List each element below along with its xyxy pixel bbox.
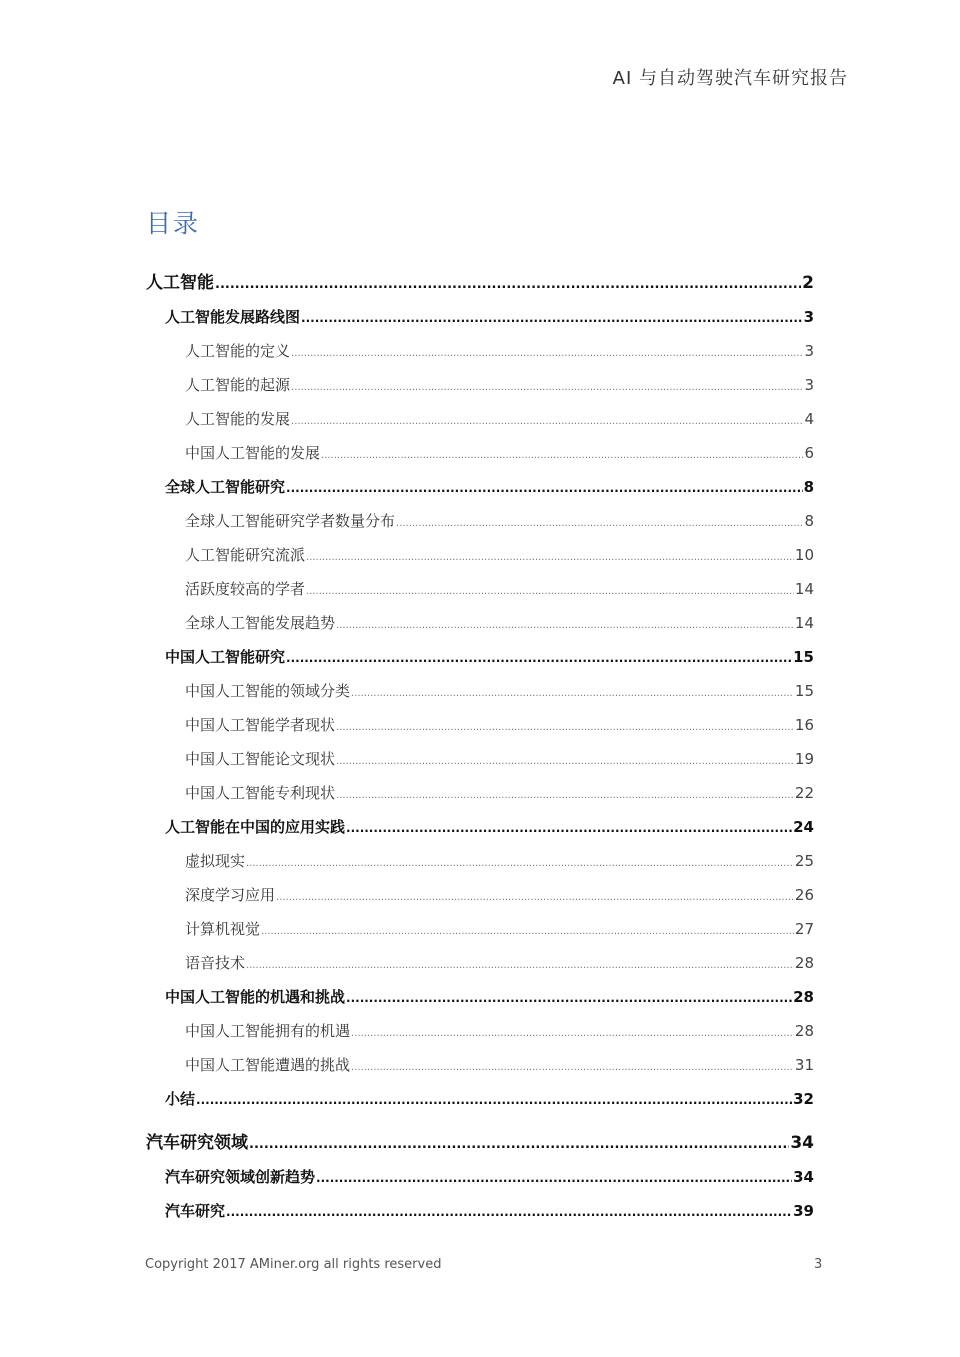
toc-entry-label: 活跃度较高的学者 [185,580,306,598]
toc-entry[interactable] [146,878,814,912]
toc-dot-leader [316,1161,792,1195]
toc-entry-label: 汽车研究 [165,1202,226,1220]
toc-entry-page: 6 [804,444,814,462]
toc-dot-leader [351,677,794,711]
toc-entry-page: 34 [793,1168,814,1186]
toc-entry-page: 28 [793,988,814,1006]
toc-entry-label: 小结 [165,1090,196,1108]
toc-entry[interactable] [146,1014,814,1048]
toc-dot-leader [301,301,803,335]
toc-entry-page: 24 [793,818,814,836]
toc-entry-page: 3 [804,342,814,360]
toc-entry-label: 中国人工智能的机遇和挑战 [165,988,346,1006]
toc-entry-label: 人工智能研究流派 [185,546,306,564]
toc-entry-page: 39 [793,1202,814,1220]
toc-entry[interactable] [146,640,814,674]
toc-entry-label: 全球人工智能发展趋势 [185,614,336,632]
toc-dot-leader [336,609,794,643]
toc-entry-page: 19 [794,750,814,768]
toc-entry[interactable] [146,912,814,946]
toc-entry[interactable] [146,708,814,742]
toc-entry-page: 15 [793,648,814,666]
toc-dot-leader [246,949,794,983]
toc-dot-leader [351,1051,794,1085]
toc-entry-page: 8 [803,478,814,496]
toc-entry-label: 人工智能的发展 [185,410,291,428]
toc-dot-leader [346,811,792,845]
toc-entry-label: 深度学习应用 [185,886,276,904]
toc-entry-page: 14 [794,580,814,598]
toc-entry-page: 25 [794,852,814,870]
toc-dot-leader [336,745,794,779]
toc-entry[interactable] [146,946,814,980]
toc-entry-page: 28 [794,954,814,972]
toc-entry[interactable] [146,470,814,504]
toc-entry[interactable] [146,776,814,810]
toc-entry-page: 15 [794,682,814,700]
toc-dot-leader [321,439,803,473]
toc-entry-page: 28 [794,1022,814,1040]
toc-entry[interactable] [146,742,814,776]
toc-entry-label: 汽车研究领域创新趋势 [165,1168,316,1186]
toc-entry[interactable] [146,402,814,436]
toc-entry-label: 人工智能发展路线图 [165,308,301,326]
toc-dot-leader [346,981,792,1015]
toc-entry-page: 16 [794,716,814,734]
toc-dot-leader [261,915,794,949]
toc-dot-leader [291,371,803,405]
toc-dot-leader [336,711,794,745]
toc-dot-leader [215,268,801,302]
toc-entry-label: 人工智能在中国的应用实践 [165,818,346,836]
toc-dot-leader [226,1195,792,1229]
toc-entry-page: 3 [804,376,814,394]
toc-dot-leader [196,1083,792,1117]
toc-section-gap [146,1116,814,1126]
toc-entry[interactable] [146,538,814,572]
toc-entry[interactable] [146,1160,814,1194]
toc-dot-leader [306,575,794,609]
toc-entry-label: 语音技术 [185,954,246,972]
toc-dot-leader [291,405,803,439]
toc-entry-label: 虚拟现实 [185,852,246,870]
toc-entry[interactable] [146,436,814,470]
copyright-notice: Copyright 2017 AMiner.org all rights reserved [145,1257,442,1272]
toc-entry[interactable] [146,674,814,708]
toc-entry-label: 人工智能的起源 [185,376,291,394]
toc-dot-leader [286,471,803,505]
toc-entry[interactable] [146,300,814,334]
toc-entry-label: 中国人工智能拥有的机遇 [185,1022,351,1040]
toc-heading: 目录 [146,209,201,238]
toc-entry-page: 10 [794,546,814,564]
toc-entry-label: 人工智能 [146,273,214,293]
toc-dot-leader [396,507,803,541]
toc-entry[interactable] [146,1126,814,1160]
toc-entry[interactable] [146,606,814,640]
toc-dot-leader [336,779,794,813]
toc-entry[interactable] [146,1082,814,1116]
toc-dot-leader [351,1017,794,1051]
toc-entry-page: 22 [794,784,814,802]
toc-entry[interactable] [146,1194,814,1228]
toc-entry-label: 汽车研究领域 [146,1133,248,1153]
toc-entry-page: 3 [803,308,814,326]
toc-entry-page: 27 [794,920,814,938]
toc-entry-label: 中国人工智能专利现状 [185,784,336,802]
toc-entry-page: 2 [802,273,814,293]
toc-entry-page: 4 [804,410,814,428]
toc-entry[interactable] [146,368,814,402]
toc-entry-label: 中国人工智能研究 [165,648,286,666]
toc-entry-label: 全球人工智能研究学者数量分布 [185,512,396,530]
toc-entry[interactable] [146,266,814,300]
toc-entry-label: 中国人工智能学者现状 [185,716,336,734]
toc-entry-label: 中国人工智能遭遇的挑战 [185,1056,351,1074]
toc-entry-label: 人工智能的定义 [185,342,291,360]
page-number: 3 [814,1257,823,1272]
toc-entry[interactable] [146,504,814,538]
toc-entry-page: 32 [793,1090,814,1108]
toc-entry[interactable] [146,810,814,844]
toc-entry-label: 中国人工智能的领域分类 [185,682,351,700]
toc-entry[interactable] [146,1048,814,1082]
toc-entry-page: 31 [794,1056,814,1074]
toc-entry-label: 计算机视觉 [185,920,261,938]
toc-entry[interactable] [146,980,814,1014]
report-header-title: AI 与自动驾驶汽车研究报告 [612,68,848,89]
toc-dot-leader [286,641,792,675]
toc-entry-label: 中国人工智能论文现状 [185,750,336,768]
toc-entry[interactable] [146,844,814,878]
toc-dot-leader [291,337,803,371]
table-of-contents [146,266,814,1228]
toc-dot-leader [276,881,794,915]
toc-entry-label: 全球人工智能研究 [165,478,286,496]
toc-dot-leader [306,541,794,575]
toc-dot-leader [246,847,794,881]
toc-entry[interactable] [146,334,814,368]
toc-entry[interactable] [146,572,814,606]
toc-entry-page: 34 [790,1133,814,1153]
toc-entry-page: 8 [804,512,814,530]
toc-dot-leader [249,1128,789,1162]
toc-entry-page: 26 [794,886,814,904]
toc-entry-label: 中国人工智能的发展 [185,444,321,462]
toc-entry-page: 14 [794,614,814,632]
